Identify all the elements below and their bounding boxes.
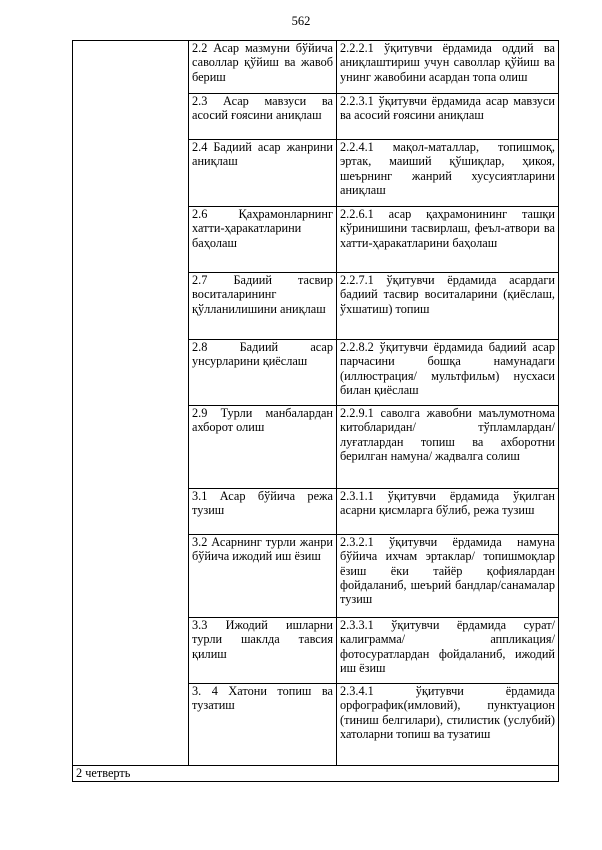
outcome-cell: 2.2.4.1 мақол-маталлар, топишмоқ, эртак, маиший қўшиқлар, ҳикоя, шеърнинг жанрий хусусиятларини аниқлаш	[337, 140, 559, 207]
outcome-cell: 2.2.2.1 ўқитувчи ёрдамида оддий ва аниқлаштириш учун саволлар қўйиш ва унинг жавобини асардан топа олиш	[337, 41, 559, 94]
skill-cell: 2.7 Бадиий тасвир воситаларининг қўлланилишини аниқлаш	[189, 273, 337, 340]
outcome-cell: 2.3.4.1 ўқитувчи ёрдамида орфографик(имловий), пунктуацион (тиниш белгилари), стилистик (услубий) хатоларни топиш ва тузатиш	[337, 684, 559, 766]
outcome-cell: 2.3.3.1 ўқитувчи ёрдамида сурат/ калиграмма/ аппликация/ фотосуратлардан фойдаланиб, ижодий иш ёзиш	[337, 618, 559, 684]
skill-cell: 2.3 Асар мавзуси ва асосий ғоясини аниқлаш	[189, 94, 337, 140]
outcome-cell: 2.2.9.1 саволга жавобни маълумотнома китобларидан/ тўпламлардан/ луғатлардан топиш ва ахборотни берилган намуна/ жадвалга солиш	[337, 406, 559, 489]
skill-cell: 2.4 Бадиий асар жанрини аниқлаш	[189, 140, 337, 207]
skill-cell: 2.8 Бадиий асар унсурларини қиёслаш	[189, 340, 337, 406]
quarter-row	[73, 766, 559, 782]
skill-cell: 2.2 Асар мазмуни бўйича саволлар қўйиш ва жавоб бериш	[189, 41, 337, 94]
outcome-cell: 2.2.3.1 ўқитувчи ёрдамида асар мавзуси ва асосий ғоясини аниқлаш	[337, 94, 559, 140]
quarter-label: 2 четверть	[73, 766, 559, 782]
outcome-cell: 2.2.7.1 ўқитувчи ёрдамида асардаги бадиий тасвир воситаларини (қиёслаш, ўхшатиш) топиш	[337, 273, 559, 340]
skill-cell: 3.2 Асарнинг турли жанри бўйича ижодий иш ёзиш	[189, 535, 337, 618]
skill-cell: 2.9 Турли манбалардан ахборот олиш	[189, 406, 337, 489]
outcome-cell: 2.3.2.1 ўқитувчи ёрдамида намуна бўйича ихчам эртаклар/ топишмоқлар ёзиш ёки тайёр қофиялардан фойдаланиб, шеърий бандлар/санамалар тузиш	[337, 535, 559, 618]
skill-cell: 2.6 Қаҳрамонларнинг хатти-ҳаракатларини баҳолаш	[189, 207, 337, 273]
table-row	[73, 41, 559, 94]
empty-left-cell	[73, 41, 189, 766]
curriculum-table	[72, 40, 559, 782]
outcome-cell: 2.2.6.1 асар қаҳрамонининг ташқи кўринишини тасвирлаш, феъл-атвори ва хатти-ҳаракатларини баҳолаш	[337, 207, 559, 273]
skill-cell: 3.1 Асар бўйича режа тузиш	[189, 489, 337, 535]
outcome-cell: 2.3.1.1 ўқитувчи ёрдамида ўқилган асарни қисмларга бўлиб, режа тузиш	[337, 489, 559, 535]
skill-cell: 3.3 Ижодий ишларни турли шаклда тавсия қилиш	[189, 618, 337, 684]
outcome-cell: 2.2.8.2 ўқитувчи ёрдамида бадиий асар парчасини бошқа намунадаги (иллюстрация/ мультфильм) нусхаси билан қиёслаш	[337, 340, 559, 406]
page-number: 562	[291, 14, 311, 28]
skill-cell: 3. 4 Хатони топиш ва тузатиш	[189, 684, 337, 766]
